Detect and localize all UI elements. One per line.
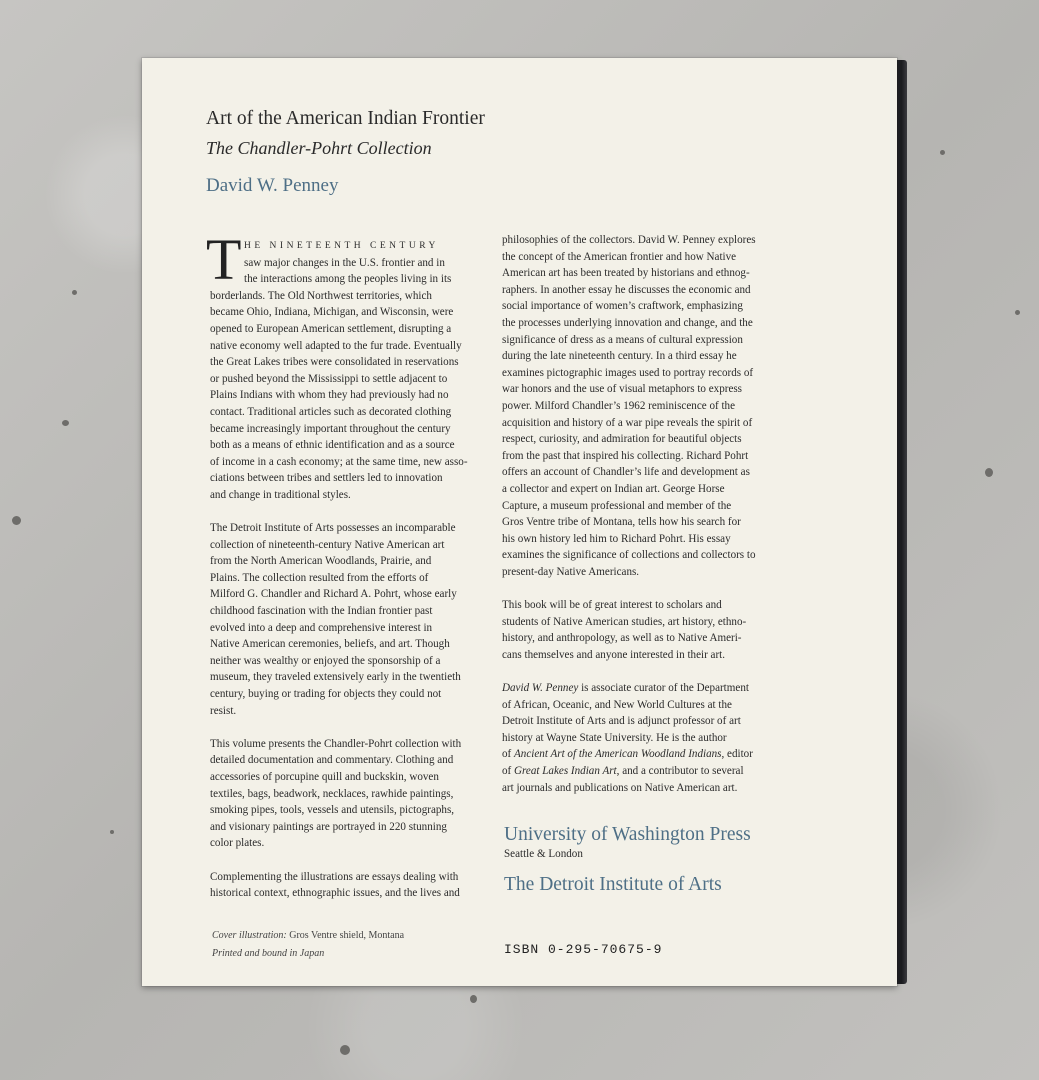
collection-paragraph <box>210 520 475 719</box>
text-line: resist. <box>210 704 237 717</box>
text-line: This volume presents the Chandler-Pohrt collection with <box>210 737 462 750</box>
text-line: students of Native American studies, art history, ethno- <box>502 615 747 628</box>
text-line: opened to European American settlement, disrupting a <box>210 322 452 335</box>
text-line <box>502 746 774 763</box>
text-line: American art has been treated by historians and ethnog- <box>502 267 750 280</box>
text-line: examines the significance of collections and collectors to <box>502 549 756 562</box>
text-line: philosophies of the collectors. David W. Penney explores <box>502 234 756 246</box>
text-line: accessories of porcupine quill and buckskin, woven <box>210 771 439 783</box>
text-line: became increasingly important throughout the century <box>210 422 451 435</box>
text-line: history at Wayne State University. He is the author <box>502 731 727 744</box>
text-line: Capture, a museum professional and member of the <box>502 499 732 512</box>
text-line: during the late nineteenth century. In a third essay he <box>502 350 737 363</box>
text-line: HE NINETEENTH CENTURY <box>244 241 439 251</box>
book-reference: Great Lakes Indian Art <box>514 765 617 777</box>
text-line: raphers. In another essay he discusses the economic and <box>502 283 751 296</box>
isbn-number: ISBN 0-295-70675-9 <box>504 942 663 957</box>
text-line: Detroit Institute of Arts and is adjunct professor of art <box>502 715 741 728</box>
surface-pit <box>340 1045 350 1055</box>
bio-text: is associate curator of the Department <box>578 682 749 695</box>
right-text-column <box>502 232 774 796</box>
bio-author-name: David W. Penney <box>502 682 579 695</box>
text-line: offers an account of Chandler’s life and development as <box>502 466 750 479</box>
cover-credit-label: Cover illustration: <box>212 930 287 941</box>
surface-pit <box>110 830 114 834</box>
text-line: The Detroit Institute of Arts possesses an incomparable <box>210 522 456 535</box>
text-line: a collector and expert on Indian art. George Horse <box>502 482 725 495</box>
text-line: from the North American Woodlands, Prairie, and <box>210 555 432 568</box>
text-line: history, and anthropology, as well as to Native Ameri- <box>502 632 742 645</box>
text-line: Native American ceremonies, beliefs, and art. Though <box>210 638 450 651</box>
book-back-cover <box>142 58 897 986</box>
bio-text: of <box>502 748 515 761</box>
publisher-name: University of Washington Press <box>504 824 751 845</box>
text-line: respect, curiosity, and admiration for beautiful objects <box>502 433 742 446</box>
text-line: borderlands. The Old Northwest territories, which <box>210 289 432 302</box>
text-line: and visionary paintings are portrayed in 220 stunning <box>210 820 447 833</box>
author-bio-paragraph <box>502 680 774 796</box>
text-line: evolved into a deep and comprehensive interest in <box>210 621 433 634</box>
first-paragraph <box>206 227 475 504</box>
text-line: neither was wealthy or enjoyed the sponsorship of a <box>210 654 441 667</box>
text-line: Plains Indians with whom they had previously had no <box>210 389 449 402</box>
text-line: of African, Oceanic, and New World Cultures at the <box>502 698 732 711</box>
text-line: childhood fascination with the Indian frontier past <box>210 605 433 618</box>
text-line: historical context, ethnographic issues, and the lives and <box>210 887 460 900</box>
text-line: the processes underlying innovation and change, and the <box>502 316 753 329</box>
text-line: ciations between tribes and settlers led to innovation <box>210 472 443 485</box>
audience-paragraph <box>502 597 774 663</box>
text-line: museum, they traveled extensively early in the twentieth <box>210 671 461 684</box>
text-line: significance of dress as a means of cultural expression <box>502 333 743 346</box>
text-line: war honors and the use of visual metaphors to express <box>502 383 742 396</box>
surface-pit <box>985 468 993 477</box>
text-line: Gros Ventre tribe of Montana, tells how his search for <box>502 516 741 529</box>
text-line: native economy well adapted to the fur trade. Eventually <box>210 339 462 352</box>
text-line: color plates. <box>210 837 265 850</box>
text-line: became Ohio, Indiana, Michigan, and Wisconsin, were <box>210 306 454 319</box>
text-line: textiles, bags, beadwork, necklaces, rawhide paintings, <box>210 787 454 800</box>
text-line: the interactions among the peoples living in its <box>244 273 452 286</box>
text-line: the concept of the American frontier and how Native <box>502 250 737 263</box>
essays-continued-paragraph <box>502 232 774 580</box>
text-line: of income in a cash economy; at the same time, new asso- <box>210 455 468 468</box>
text-line: and change in traditional styles. <box>210 488 351 501</box>
text-line: art journals and publications on Native American art. <box>502 781 738 794</box>
text-line: examines pictographic images used to portray records of <box>502 366 754 379</box>
bio-text: , and a contributor to several <box>616 765 744 777</box>
surface-pit <box>470 995 477 1003</box>
printing-note: Printed and bound in Japan <box>212 948 325 959</box>
text-line: saw major changes in the U.S. frontier and in <box>244 256 445 269</box>
text-line: detailed documentation and commentary. Clothing and <box>210 754 454 767</box>
text-line: cans themselves and anyone interested in their art. <box>502 648 726 661</box>
surface-pit <box>12 516 21 525</box>
book-subtitle: The Chandler-Pohrt Collection <box>206 138 432 158</box>
text-line: century, buying or trading for objects they could not <box>210 688 442 701</box>
text-line: acquisition and history of a war pipe reveals the spirit of <box>502 416 753 429</box>
book-reference: Ancient Art of the American Woodland Indians <box>514 748 722 761</box>
surface-pit <box>72 290 77 295</box>
drop-cap: T <box>206 227 242 292</box>
cover-illustration-credit <box>212 930 404 941</box>
text-line: Complementing the illustrations are essays dealing with <box>210 870 459 883</box>
surface-pit <box>1015 310 1020 315</box>
publisher-location: Seattle & London <box>504 848 583 860</box>
text-line: his own history led him to Richard Pohrt. His essay <box>502 532 731 545</box>
text-line: social importance of women’s craftwork, emphasizing <box>502 300 743 313</box>
text-line: or pushed beyond the Mississippi to settle adjacent to <box>210 372 448 385</box>
surface-pit <box>940 150 945 155</box>
cover-credit-text: Gros Ventre shield, Montana <box>286 930 405 941</box>
text-line: from the past that inspired his collecting. Richard Pohrt <box>502 449 749 462</box>
text-line: Plains. The collection resulted from the efforts of <box>210 571 429 584</box>
left-text-column <box>206 227 475 902</box>
text-line: contact. Traditional articles such as decorated clothing <box>210 405 452 418</box>
text-line: both as a means of ethnic identification and as a source <box>210 439 455 452</box>
text-line: power. Milford Chandler’s 1962 reminiscence of the <box>502 399 736 412</box>
text-line: Milford G. Chandler and Richard A. Pohrt, whose early <box>210 588 457 601</box>
surface-pit <box>62 420 69 426</box>
essays-paragraph <box>210 869 475 902</box>
bio-text: , editor <box>721 748 753 761</box>
co-publisher-name: The Detroit Institute of Arts <box>504 874 722 895</box>
volume-paragraph <box>210 736 475 852</box>
text-line: This book will be of great interest to scholars and <box>502 599 722 612</box>
text-line <box>502 680 774 697</box>
text-line: collection of nineteenth-century Native American art <box>210 538 445 551</box>
book-author: David W. Penney <box>206 175 339 196</box>
text-line: the Great Lakes tribes were consolidated in reservations <box>210 356 459 369</box>
bio-text: of <box>502 765 515 777</box>
text-line <box>502 763 774 780</box>
text-line: present-day Native Americans. <box>502 565 640 578</box>
book-title: Art of the American Indian Frontier <box>206 108 485 129</box>
text-line: smoking pipes, tools, vessels and utensils, pictographs, <box>210 804 455 817</box>
